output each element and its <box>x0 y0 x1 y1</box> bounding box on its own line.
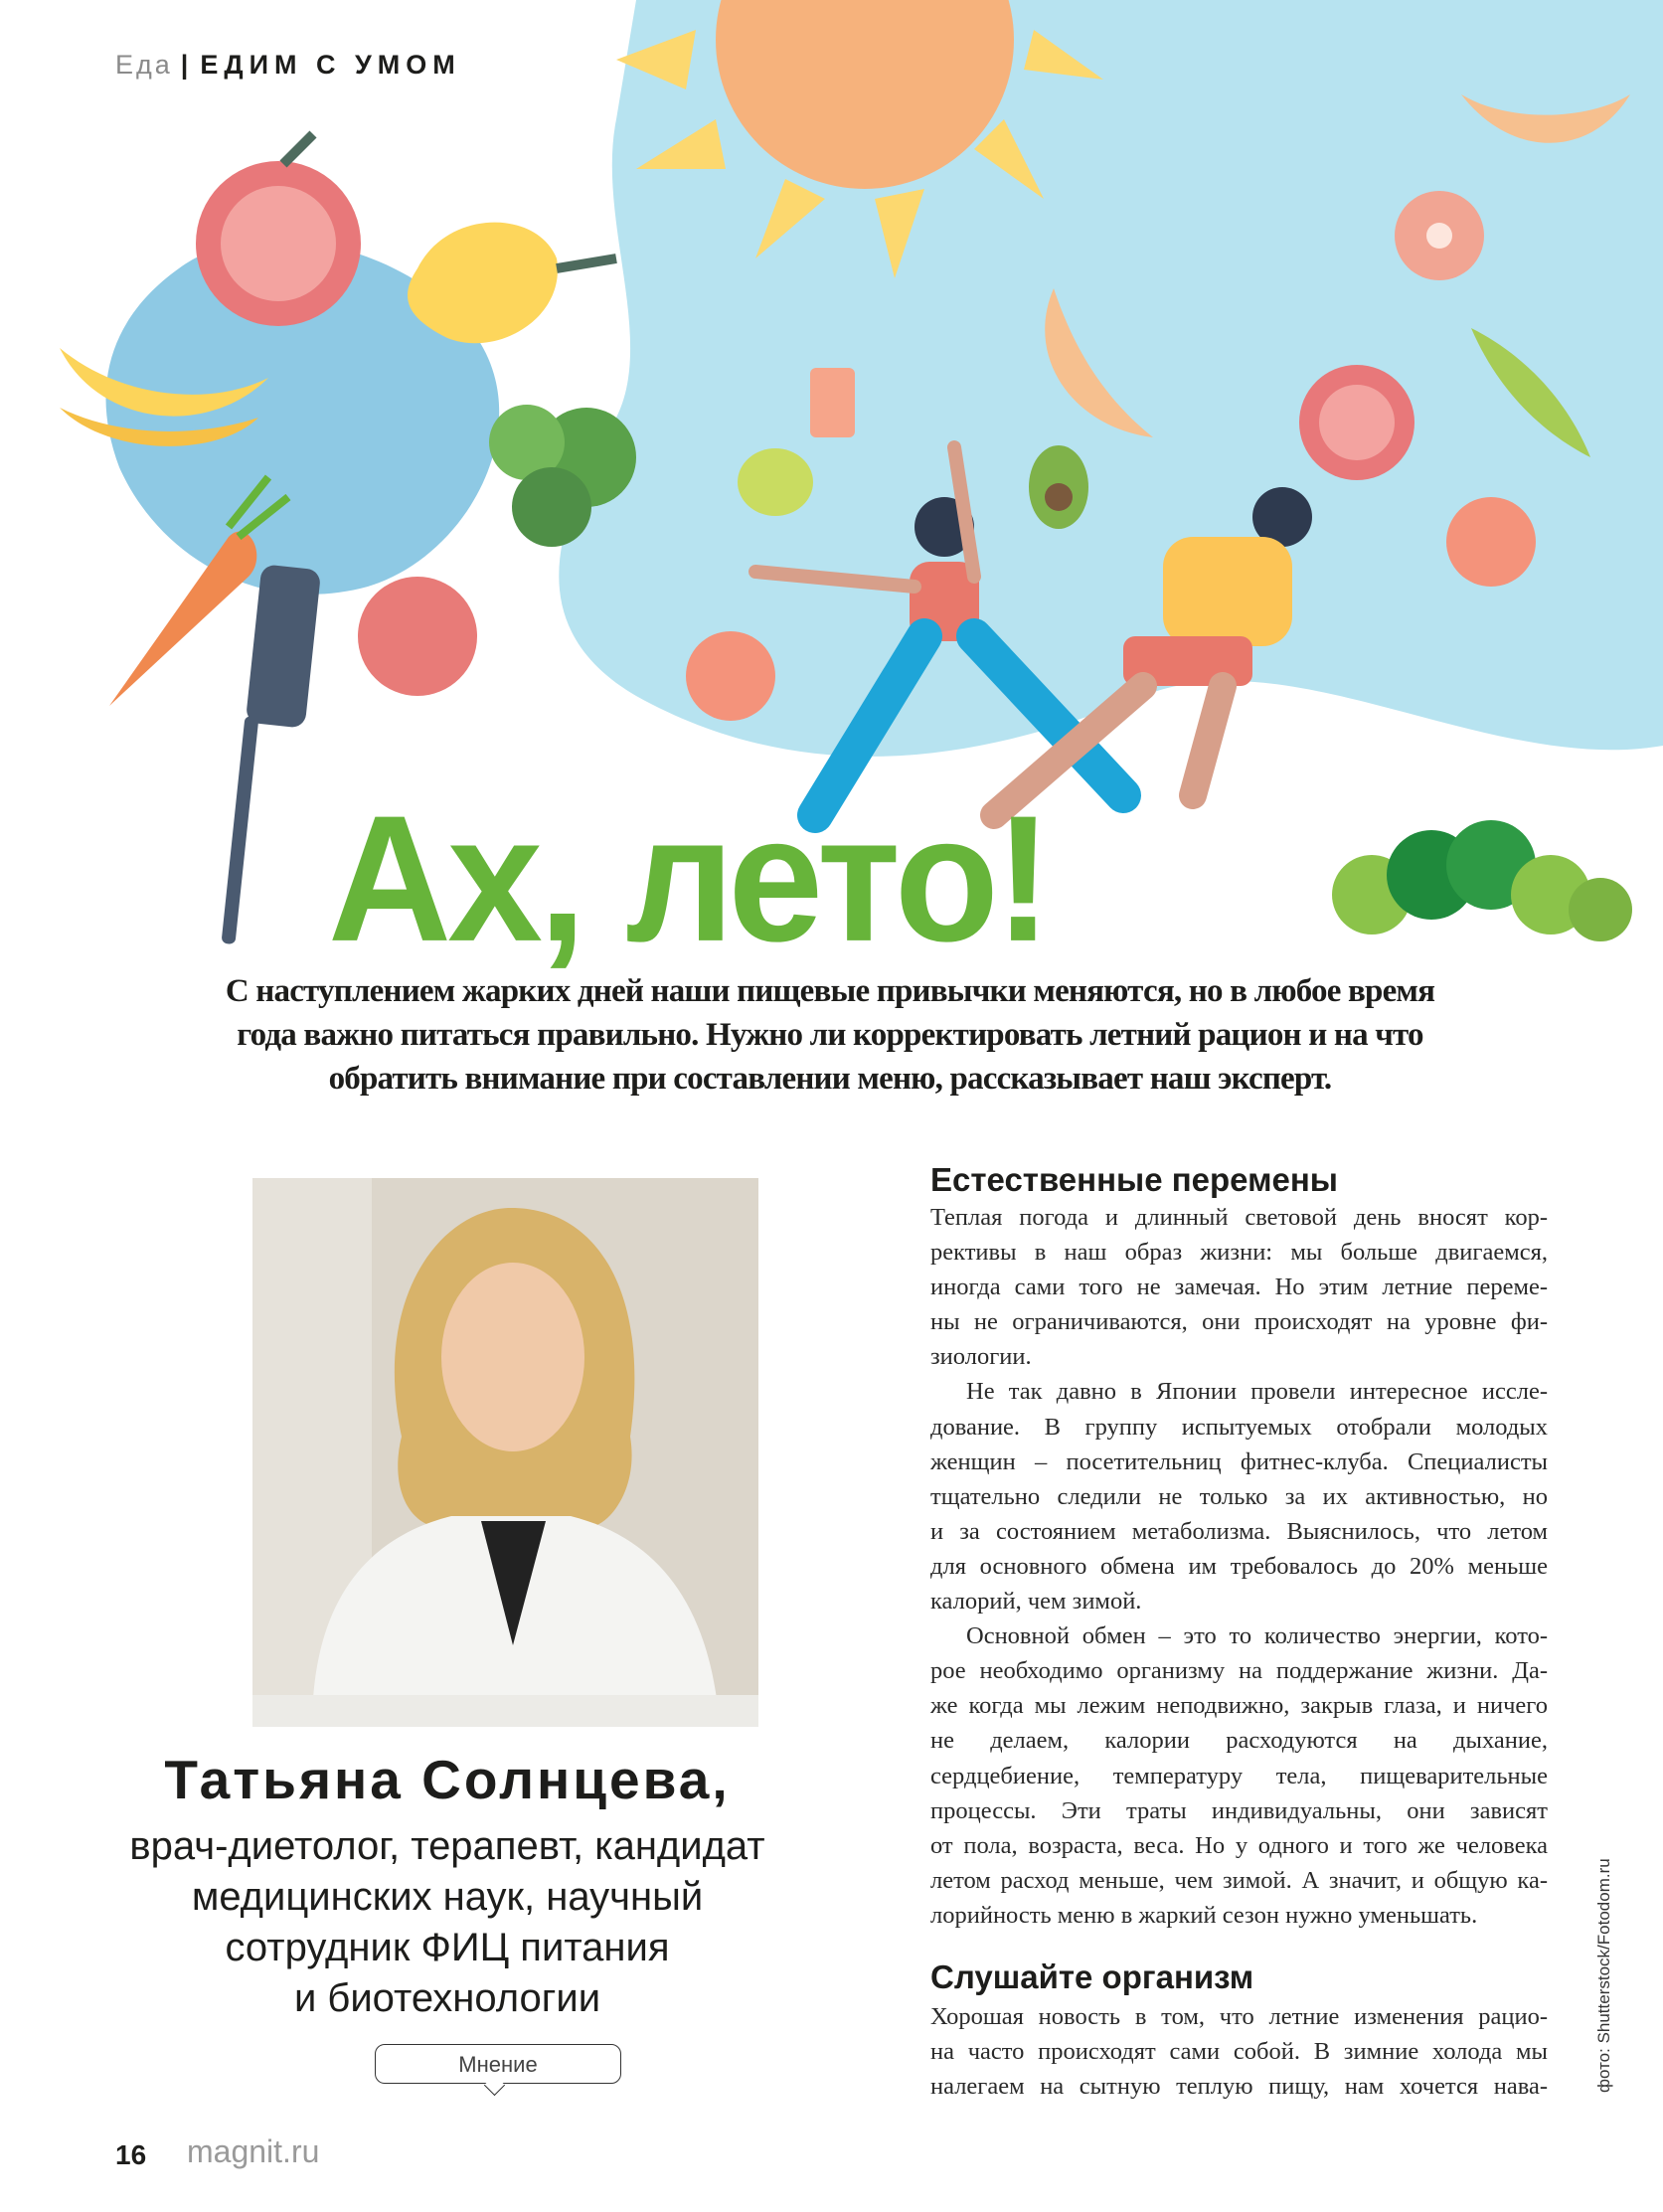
page-number: 16 <box>115 2139 147 2170</box>
text-line: сердцебиение, температуру тела, пищеварительные <box>930 1762 1548 1789</box>
pepper-icon <box>408 223 616 344</box>
text-line: тщательно следили не только за их активностью, но <box>930 1482 1548 1510</box>
avocado-icon <box>1029 445 1088 529</box>
role-line: и биотехнологии <box>293 1976 601 2020</box>
text-line: на часто происходят сами собой. В зимние холода мы <box>930 2038 1548 2066</box>
text-line: иногда сами того не замечая. Но этим летние переме- <box>930 1274 1548 1301</box>
lead-line: года важно питаться правильно. Нужно ли корректировать летний рацион и на что <box>237 1017 1423 1053</box>
section-body <box>930 1999 1548 2104</box>
pear-icon <box>738 448 813 516</box>
expert-photo <box>252 1178 758 1727</box>
section-label: Еда <box>115 50 173 80</box>
section-rubric <box>115 50 461 81</box>
text-line: лорийность меню в жаркий сезон нужно уменьшать. <box>930 1901 1478 1929</box>
section-heading: Естественные перемены <box>930 1161 1338 1198</box>
role-line: врач-диетолог, терапевт, кандидат <box>129 1824 765 1868</box>
text-line: рое необходимо организму на поддержание жизни. Да- <box>930 1657 1548 1685</box>
cup-icon <box>810 368 855 437</box>
text-line: рективы в наш образ жизни: мы больше двигаемся, <box>930 1239 1548 1267</box>
text-line: калорий, чем зимой. <box>930 1588 1142 1616</box>
text-line: ны не ограничиваются, они происходят на уровне фи- <box>930 1308 1548 1336</box>
rubric-title: ЕДИМ С УМОМ <box>200 50 461 80</box>
lead-line: обратить внимание при составлении меню, рассказывает наш эксперт. <box>328 1061 1332 1097</box>
text-line: летом расход меньше, чем зимой. А значит, и общую ка- <box>930 1866 1548 1894</box>
role-line: сотрудник ФИЦ питания <box>225 1926 670 1969</box>
text-line: Теплая погода и длинный световой день вносят кор- <box>930 1204 1548 1231</box>
lead-paragraph <box>149 969 1511 1101</box>
headline: Ах, лето! <box>328 778 1049 979</box>
separator: | <box>180 50 193 80</box>
opinion-badge: Мнение <box>375 2044 621 2084</box>
text-line: Хорошая новость в том, что летние изменения рацио- <box>930 2003 1548 2030</box>
text-line: зиологии. <box>930 1343 1032 1371</box>
expert-name: Татьяна Солнцева, <box>164 1749 731 1810</box>
section-heading: Слушайте организм <box>930 1958 1254 1995</box>
expert-role <box>109 1821 785 2024</box>
tomato-2-icon <box>1299 365 1414 480</box>
text-line: Не так давно в Японии провели интересное иссле- <box>966 1378 1548 1406</box>
text-line: не делаем, калории расходуются на дыхание, <box>930 1727 1548 1755</box>
photo-credit: фото: Shutterstock/Fotodom.ru <box>1594 1858 1613 2093</box>
tomato-icon <box>196 134 361 326</box>
text-line: Основной обмен – это то количество энергии, кото- <box>966 1622 1548 1650</box>
text-line: от пола, возраста, веса. Но у одного и того же человека <box>930 1831 1548 1859</box>
section-body <box>930 1200 1548 1933</box>
role-line: медицинских наук, научный <box>191 1875 704 1919</box>
text-line: дование. В группу испытуемых отобрали молодых <box>930 1413 1548 1441</box>
text-line: женщин – посетительниц фитнес-клуба. Специалисты <box>930 1447 1548 1475</box>
text-line: же когда мы лежим неподвижно, закрыв глаза, и ничего <box>930 1692 1548 1720</box>
text-line: процессы. Эти траты индивидуальны, они зависят <box>930 1796 1548 1824</box>
text-line: налегаем на сытную теплую пищу, нам хочется нава- <box>930 2073 1548 2101</box>
lead-line: С наступлением жарких дней наши пищевые привычки меняются, но в любое время <box>225 973 1435 1009</box>
text-line: и за состоянием метаболизма. Выяснилось, что летом <box>930 1517 1548 1545</box>
donut-icon <box>1395 191 1484 280</box>
bushes-icon <box>1332 820 1632 941</box>
fork-icon <box>221 564 321 944</box>
site-link[interactable]: magnit.ru <box>187 2133 320 2169</box>
text-line: для основного обмена им требовалось до 20% меньше <box>930 1552 1548 1580</box>
